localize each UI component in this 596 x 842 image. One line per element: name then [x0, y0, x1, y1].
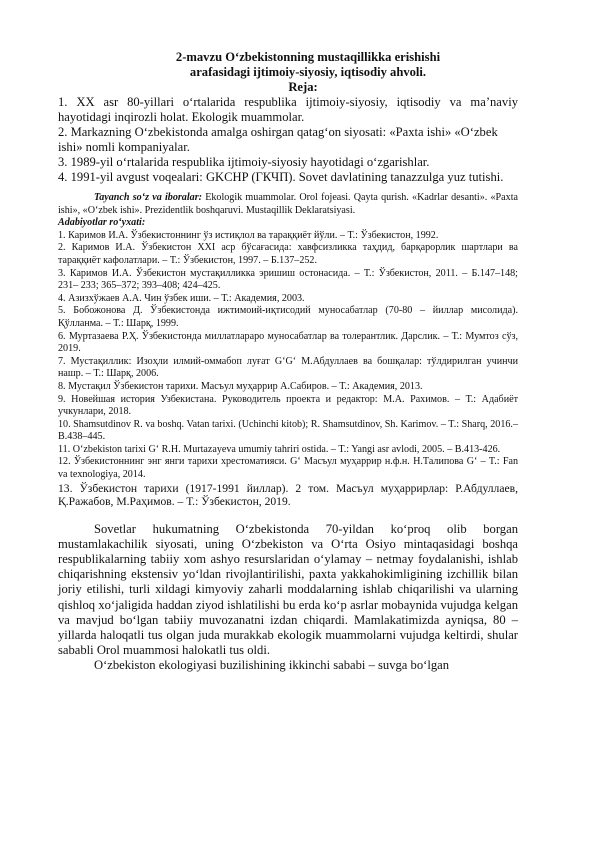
body-paragraph: O‘zbekiston ekologiyasi buzilishining ikkinchi sababi – suvga bo‘lgan [94, 658, 450, 673]
plan-item: 3. 1989-yil o‘rtalarida respublika ijtimoiy-siyosiy hayotidagi o‘zgarishlar. [58, 155, 430, 169]
body-paragraph: Sovetlar hukumatning O‘zbekistonda 70-yildan ko‘proq olib borgan mustamlakachilik siyosati, uning O‘zbekiston va O‘rta Osiyo mintaqasidagi boshqa respublikalarning tabiiy xom ashyo resurslaridan o‘ylamay – netmay foydalanishi, ishlab chiqarishning ekstensiv yo‘ldan rivojlantirilishi, paxta yakkahokimligining izchillik bilan joriy etilishi, turli xildagi kimyoviy zaharli moddalarning ishlab chiqarilishi va ularning qishloq xo‘jaligida haddan ziyod ishlatilishi bu erda ko‘p asrlar mobaynida vujudga kelgan va mavjud bo‘lgan tabiiy muvozanatni izdan chiqardi. Mamlakatimizda ayniqsa, 80 – yillarda haloqatli tus olgan juda murakkab ekologik muammolarni vujudga keltirdi, shular sababli Orol muammosi halokatli tus oldi. [58, 521, 518, 658]
reference-item: 12. Ўзбекистоннинг энг янги тарихи хрестоматияси. G‘ Масъул муҳаррир н.ф.н. Н.Талипова G‘ – T.: Fan va texnologiya, 2014. [58, 456, 518, 481]
plan-heading: Reja: [288, 80, 318, 94]
document-title [58, 50, 518, 80]
reference-item: 6. Муртазаева Р.Ҳ. Ўзбекистонда миллатлараро муносабатлар ва толерантлик. Дарслик. – Т.: Мумтоз сўз, 2019. [58, 330, 518, 355]
reference-item: 1. Каримов И.А. Ўзбекистоннинг ўз истиқлол ва тараққиёт йўли. – Т.: Ўзбекистон, 1992. [58, 229, 439, 241]
reference-item: 5. Бобожонова Д. Ўзбекистонда ижтимоий-иқтисодий муносабатлар (70-80 – йиллар мисолида). Қўлланма. – Т.: Шарқ, 1999. [58, 305, 518, 329]
plan-item: 1. XX asr 80-yillari o‘rtalarida respublika ijtimoiy-siyosiy, iqtisodiy va ma’naviy hayotidagi inqirozli holat. Ekologik muammolar. [58, 95, 518, 124]
document-page [58, 50, 518, 674]
reference-list [58, 230, 518, 508]
reference-item: 2. Каримов И.А. Ўзбекистон XXI аср бўсағасида: хавфсизликка таҳдид, барқарорлик шартлари ва тараққиёт кафолатлари. – Т.: Ўзбекистон, 1997. – Б.137–252. [58, 242, 518, 266]
plan-item: 4. 1991-yil avgust voqealari: GKCHP (ГКЧП). Sovet davlatining tanazzulga yuz tutishi. [58, 170, 504, 184]
plan-list [58, 95, 518, 185]
reference-item: 11. O‘zbekiston tarixi G‘ R.H. Murtazayeva umumiy tahriri ostida. – T.: Yangi asr avlodi, 2005. – B.413-426. [58, 443, 501, 455]
title-line-2: arafasidagi ijtimoiy-siyosiy, iqtisodiy ahvoli. [189, 65, 427, 79]
keywords-paragraph [58, 192, 518, 217]
reference-item: 7. Мустақиллик: Изоҳли илмий-оммабоп луғат G‘G‘ М.Абдуллаев ва бошқалар: тўлдирилган учинчи нашр. – Т.: Шарқ, 2006. [58, 355, 518, 380]
plan-item: 2. Markazning O‘zbekistonda amalga oshirgan qatag‘on siyosati: «Paxta ishi» «O‘zbek ishi» nomli kompaniyalar. [58, 125, 498, 154]
main-text [58, 522, 518, 674]
reference-item: 9. Новейшая история Узбекистана. Руководитель проекта и редактор: М.А. Рахимов. – Т.: Адабиёт учкунлари, 2018. [58, 393, 518, 418]
reference-item: 4. Азизхўжаев А.А. Чин ўзбек иши. – Т.: Академия, 2003. [58, 292, 305, 304]
literature-heading: Adabiyotlar ro‘yxati: [58, 217, 146, 229]
reference-item: 13. Ўзбекистон тарихи (1917-1991 йиллар). 2 том. Масъул муҳаррирлар: Р.Абдуллаев, Қ.Ражабов, М.Раҳимов. – Т.: Ўзбекистон, 2019. [58, 481, 518, 508]
reference-item: 3. Каримов И.А. Ўзбекистон мустақилликка эришиш остонасида. – Т.: Ўзбекистон, 2011. – Б.147–148; 231– 233; 365–372; 393–408; 424–425. [58, 267, 518, 292]
reference-item: 10. Shamsutdinov R. va boshq. Vatan tarixi. (Uchinchi kitob); R. Shamsutdinov, Sh. Karimov. – T.: Sharq, 2016.– B.438–445. [58, 418, 518, 443]
keywords-text: Ekologik muammolar. Orol fojeasi. Qayta qurish. «Kadrlar desanti». «Paxta ishi», «O‘zbek ishi». Prezidentlik boshqaruvi. Mustaqillik Deklaratsiyasi. [58, 192, 518, 216]
title-line-1: 2-mavzu O‘zbekistonning mustaqillikka erishishi [175, 50, 441, 64]
reference-item: 8. Мустақил Ўзбекистон тарихи. Масъул муҳаррир А.Сабиров. – Т.: Академия, 2013. [58, 380, 423, 392]
keywords-label: Tayanch so‘z va iboralar: [94, 192, 202, 203]
